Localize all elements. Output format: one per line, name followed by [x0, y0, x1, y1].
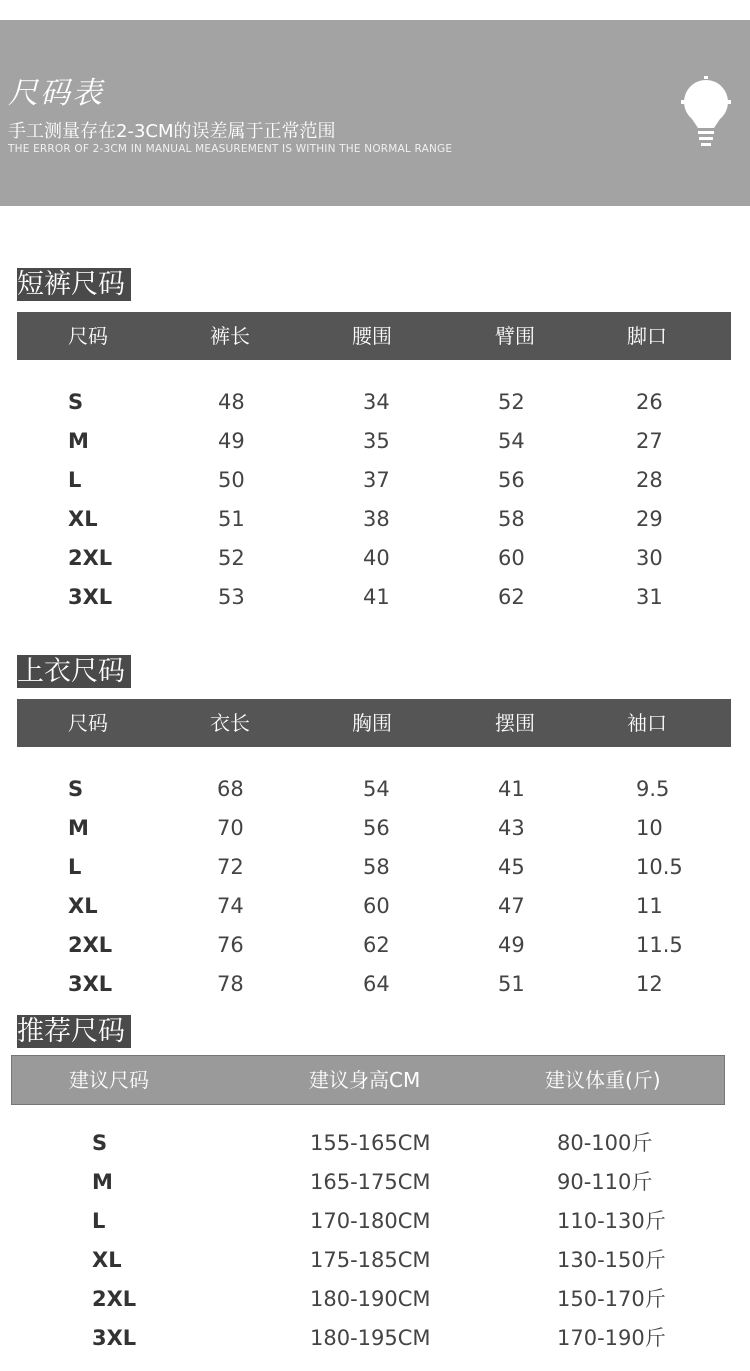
size-cell: S: [92, 1131, 108, 1155]
table-header-recommend: [11, 1055, 725, 1105]
value-cell: 11.5: [636, 933, 683, 957]
value-cell: 60: [498, 546, 525, 570]
value-cell: 54: [363, 777, 390, 801]
size-cell: XL: [92, 1248, 122, 1272]
size-cell: 2XL: [68, 546, 113, 570]
size-cell: XL: [68, 507, 98, 531]
table-row: [0, 848, 750, 887]
value-cell: 56: [498, 468, 525, 492]
header-cell: 建议体重(斤): [545, 1068, 661, 1092]
table-header-shorts: [17, 312, 731, 360]
size-cell: M: [92, 1170, 113, 1194]
size-cell: M: [68, 429, 89, 453]
value-cell: 68: [217, 777, 244, 801]
table-row: [0, 770, 750, 809]
page-title: 尺码表: [8, 76, 104, 111]
value-cell: 27: [636, 429, 663, 453]
value-cell: 170-190斤: [557, 1326, 666, 1350]
value-cell: 180-195CM: [310, 1326, 431, 1350]
table-row: [0, 1124, 750, 1163]
value-cell: 48: [218, 390, 245, 414]
size-cell: 3XL: [68, 972, 113, 996]
value-cell: 52: [218, 546, 245, 570]
value-cell: 29: [636, 507, 663, 531]
value-cell: 45: [498, 855, 525, 879]
table-row: [0, 539, 750, 578]
value-cell: 47: [498, 894, 525, 918]
value-cell: 70: [217, 816, 244, 840]
table-row: [0, 965, 750, 1004]
value-cell: 62: [363, 933, 390, 957]
banner: [0, 20, 750, 206]
table-row: [0, 887, 750, 926]
value-cell: 150-170斤: [557, 1287, 666, 1311]
header-cell: 尺码: [68, 711, 108, 735]
value-cell: 28: [636, 468, 663, 492]
value-cell: 90-110斤: [557, 1170, 653, 1194]
value-cell: 49: [498, 933, 525, 957]
header-cell: 腰围: [352, 324, 392, 348]
banner-subtitle: 手工测量存在2-3CM的误差属于正常范围: [8, 121, 336, 142]
value-cell: 175-185CM: [310, 1248, 431, 1272]
value-cell: 10: [636, 816, 663, 840]
value-cell: 74: [217, 894, 244, 918]
value-cell: 37: [363, 468, 390, 492]
table-row: [0, 1319, 750, 1358]
table-row: [0, 1163, 750, 1202]
value-cell: 56: [363, 816, 390, 840]
value-cell: 43: [498, 816, 525, 840]
section-label-top: 上衣尺码: [17, 655, 131, 688]
value-cell: 64: [363, 972, 390, 996]
value-cell: 52: [498, 390, 525, 414]
value-cell: 62: [498, 585, 525, 609]
value-cell: 41: [498, 777, 525, 801]
table-row: [0, 1280, 750, 1319]
header-cell: 臂围: [495, 324, 535, 348]
value-cell: 12: [636, 972, 663, 996]
size-cell: 3XL: [92, 1326, 137, 1350]
value-cell: 165-175CM: [310, 1170, 431, 1194]
header-cell: 建议身高CM: [309, 1068, 421, 1092]
table-row: [0, 809, 750, 848]
size-cell: 3XL: [68, 585, 113, 609]
value-cell: 40: [363, 546, 390, 570]
size-cell: L: [68, 855, 82, 879]
header-cell: 建议尺码: [69, 1068, 149, 1092]
value-cell: 51: [498, 972, 525, 996]
value-cell: 60: [363, 894, 390, 918]
header-cell: 袖口: [627, 711, 667, 735]
value-cell: 76: [217, 933, 244, 957]
value-cell: 170-180CM: [310, 1209, 431, 1233]
size-cell: 2XL: [68, 933, 113, 957]
header-cell: 摆围: [495, 711, 535, 735]
value-cell: 10.5: [636, 855, 683, 879]
size-cell: L: [92, 1209, 106, 1233]
size-cell: S: [68, 777, 84, 801]
size-cell: 2XL: [92, 1287, 137, 1311]
value-cell: 30: [636, 546, 663, 570]
value-cell: 11: [636, 894, 663, 918]
table-row: [0, 578, 750, 617]
value-cell: 35: [363, 429, 390, 453]
value-cell: 49: [218, 429, 245, 453]
header-cell: 裤长: [210, 324, 250, 348]
value-cell: 26: [636, 390, 663, 414]
size-cell: M: [68, 816, 89, 840]
table-header-top: [17, 699, 731, 747]
value-cell: 180-190CM: [310, 1287, 431, 1311]
header-cell: 衣长: [210, 711, 250, 735]
value-cell: 51: [218, 507, 245, 531]
lightbulb-icon: [676, 76, 736, 148]
value-cell: 155-165CM: [310, 1131, 431, 1155]
value-cell: 58: [498, 507, 525, 531]
table-row: [0, 1241, 750, 1280]
value-cell: 41: [363, 585, 390, 609]
value-cell: 34: [363, 390, 390, 414]
table-row: [0, 926, 750, 965]
section-label-shorts: 短裤尺码: [17, 268, 131, 301]
header-cell: 胸围: [352, 711, 392, 735]
table-row: [0, 1202, 750, 1241]
value-cell: 110-130斤: [557, 1209, 666, 1233]
value-cell: 80-100斤: [557, 1131, 653, 1155]
value-cell: 78: [217, 972, 244, 996]
table-row: [0, 383, 750, 422]
table-row: [0, 422, 750, 461]
value-cell: 72: [217, 855, 244, 879]
value-cell: 58: [363, 855, 390, 879]
header-cell: 尺码: [68, 324, 108, 348]
value-cell: 31: [636, 585, 663, 609]
header-cell: 脚口: [627, 324, 667, 348]
value-cell: 9.5: [636, 777, 670, 801]
value-cell: 54: [498, 429, 525, 453]
value-cell: 50: [218, 468, 245, 492]
value-cell: 130-150斤: [557, 1248, 666, 1272]
size-cell: L: [68, 468, 82, 492]
table-row: [0, 461, 750, 500]
value-cell: 53: [218, 585, 245, 609]
banner-subtitle-en: THE ERROR OF 2-3CM IN MANUAL MEASUREMENT IS WITHIN THE NORMAL RANGE: [8, 143, 453, 155]
size-cell: XL: [68, 894, 98, 918]
size-cell: S: [68, 390, 84, 414]
value-cell: 38: [363, 507, 390, 531]
table-row: [0, 500, 750, 539]
section-label-recommend: 推荐尺码: [17, 1015, 131, 1048]
